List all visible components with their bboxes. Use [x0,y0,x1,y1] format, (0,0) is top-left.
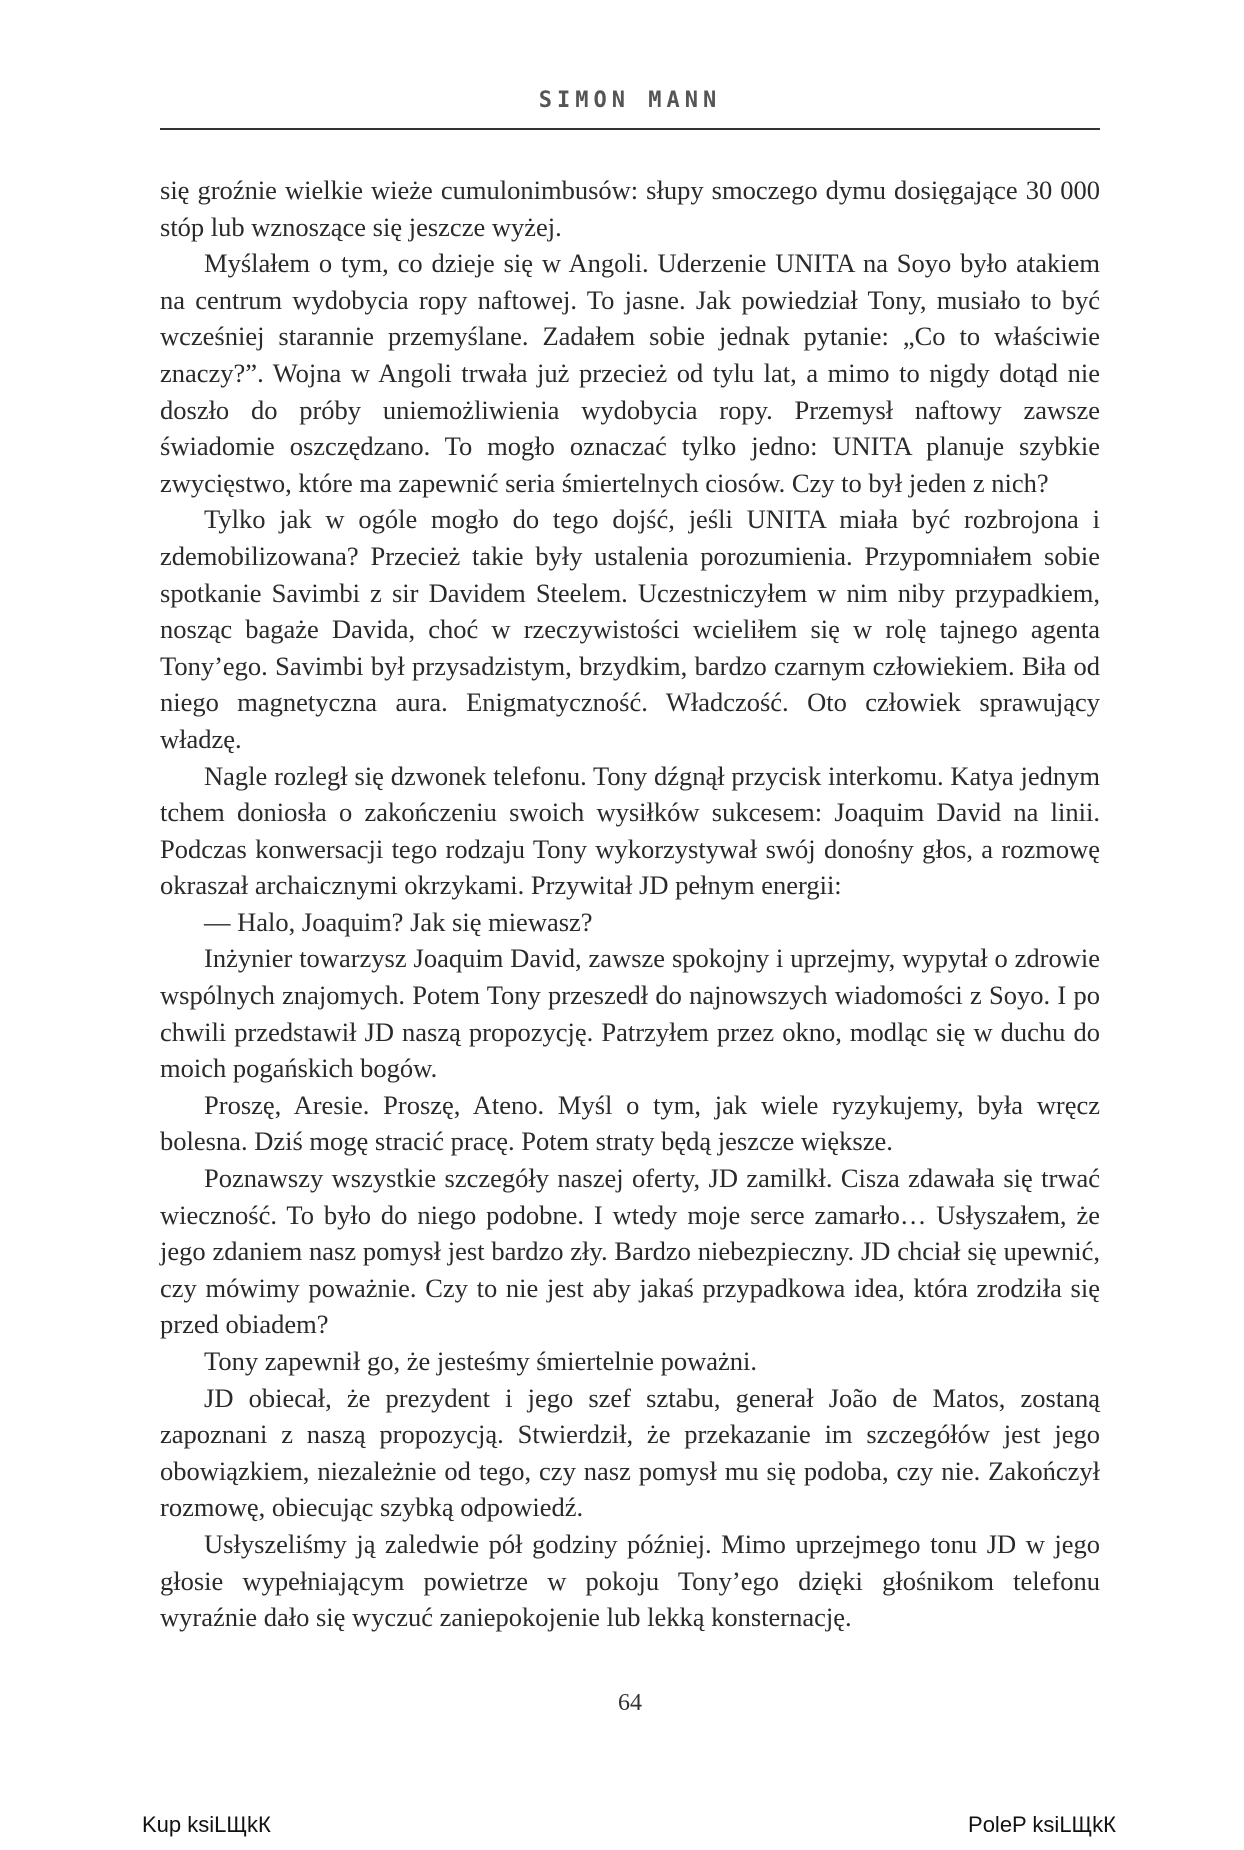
running-header-title: SIMON MANN [538,88,722,113]
paragraph: Usłyszeliśmy ją zaledwie pół godziny później. Mimo uprzejmego tonu JD w jego głosie wypełniającym powietrze w pokoju Tony’ego dzięki głośnikom telefonu wyraźnie dało się wyczuć zaniepokojenie lub lekką konsternację. [160,1528,1100,1633]
paragraph: Proszę, Aresie. Proszę, Ateno. Myśl o tym, jak wiele ryzykujemy, była wręcz bolesna. Dziś mogę stracić pracę. Potem straty będą jeszcze większe. [160,1089,1100,1157]
recommend-book-link[interactable]: PoleP ksiLЩkК [968,1812,1116,1837]
paragraph: Poznawszy wszystkie szczegóły naszej oferty, JD zamilkł. Cisza zdawała się trwać wieczność. To było do niego podobne. I wtedy moje serce zamarło… Usłyszałem, że jego zdaniem nasz pomysł jest bardzo zły. Bardzo niebezpieczny. JD chciał się upewnić, czy mówimy poważnie. Czy to nie jest aby jakaś przypadkowa idea, która zrodziła się przed obiadem? [160,1163,1100,1340]
header-rule [160,128,1100,130]
buy-book-link[interactable]: Kup ksiLЩkК [142,1812,271,1837]
page-number: 64 [618,1690,642,1716]
paragraph: Tylko jak w ogóle mogło do tego dojść, jeśli UNITA miała być rozbrojona i zdemobilizowana? Przecież takie były ustalenia porozumienia. Przypomniałem sobie spotkanie Savimbi z sir Davidem Steelem. Uczestniczyłem w nim niby przypadkiem, nosząc bagaże Davida, choć w rzeczywistości wcieliłem się w rolę tajnego agenta Tony’ego. Savimbi był przysadzistym, brzydkim, bardzo czarnym człowiekiem. Biła od niego magnetyczna aura. Enigmatyczność. Władczość. Oto człowiek sprawujący władzę. [160,504,1100,754]
paragraph: się groźnie wielkie wieże cumulonimbusów: słupy smoczego dymu dosięgające 30 000 stóp lub wznoszące się jeszcze wyżej. [160,175,1100,242]
paragraph: JD obiecał, że prezydent i jego szef sztabu, generał João de Matos, zostaną zapoznani z naszą propozycją. Stwierdził, że przekazanie im szczegółów jest jego obowiązkiem, niezależnie od tego, czy nasz pomysł mu się podoba, czy nie. Zakończył rozmowę, obiecując szybką odpowiedź. [160,1382,1100,1523]
dialogue-line: — Halo, Joaquim? Jak się miewasz? [204,906,593,937]
paragraph: Myślałem o tym, co dzieje się w Angoli. Uderzenie UNITA na Soyo było atakiem na centrum wydobycia ropy naftowej. To jasne. Jak powiedział Tony, musiało to być wcześniej starannie przemyślane. Zadałem sobie jednak pytanie: „Co to właściwie znaczy?”. Wojna w Angoli trwała już przecież od tylu lat, a mimo to nigdy dotąd nie doszło do próby uniemożliwienia wydobycia ropy. Przemysł naftowy zawsze świadomie oszczędzano. To mogło oznaczać tylko jedno: UNITA planuje szybkie zwycięstwo, które ma zapewnić seria śmiertelnych ciosów. Czy to był jeden z nich? [160,248,1100,498]
paragraph: Inżynier towarzysz Joaquim David, zawsze spokojny i uprzejmy, wypytał o zdrowie wspólnych znajomych. Potem Tony przeszedł do najnowszych wiadomości z Soyo. I po chwili przedstawił JD naszą propozycję. Patrzyłem przez okno, modląc się w duchu do moich pogańskich bogów. [160,943,1100,1084]
paragraph: Tony zapewnił go, że jesteśmy śmiertelnie poważni. [204,1346,758,1376]
paragraph: Nagle rozległ się dzwonek telefonu. Tony dźgnął przycisk interkomu. Katya jednym tchem doniosła o zakończeniu swoich wysiłków sukcesem: Joaquim David na linii. Podczas konwersacji tego rodzaju Tony wykorzystywał swój donośny głos, a rozmowę okraszał archaicznymi okrzykami. Przywitał JD pełnym energii: [160,760,1100,901]
body-text [160,172,1100,1636]
